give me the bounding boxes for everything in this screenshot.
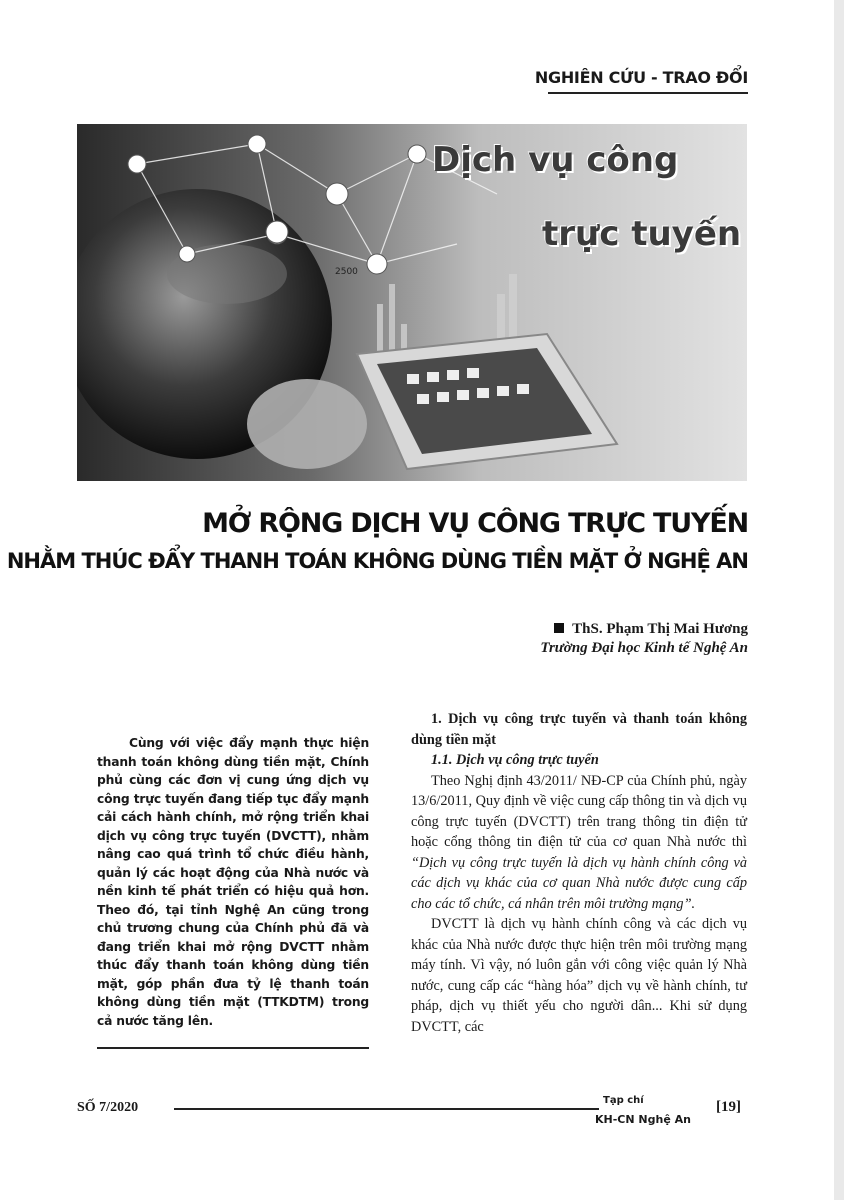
journal-label: Tạp chí xyxy=(603,1095,644,1106)
author-line xyxy=(554,621,748,638)
paragraph-1-quote: “Dịch vụ công trực tuyến là dịch vụ hành chính công và các dịch vụ khác của cơ quan Nhà nước được cung cấp cho các tổ chức, cá nhân trên môi trường mạng”. xyxy=(411,854,747,912)
article-title-line1: MỞ RỘNG DỊCH VỤ CÔNG TRỰC TUYẾN xyxy=(202,508,748,539)
author-name: ThS. Phạm Thị Mai Hương xyxy=(572,621,748,637)
footer-divider xyxy=(174,1108,599,1110)
author-affiliation: Trường Đại học Kinh tế Nghệ An xyxy=(540,640,748,656)
body-paragraph-2: DVCTT là dịch vụ hành chính công và các dịch vụ khác của Nhà nước được thực hiện trên môi trường mạng máy tính. Vì vậy, nó luôn gắn với công việc quản lý Nhà nước, cung cấp các “hàng hóa” dịch vụ về hành chính, tư pháp, dịch vụ thiết yếu cho người dân... Khi sử dụng DVCTT, các xyxy=(411,916,747,1035)
journal-name-block xyxy=(595,1094,691,1126)
hero-caption-line1: Dịch vụ công xyxy=(432,140,679,180)
hero-caption-line2: trực tuyến xyxy=(542,214,742,254)
issue-number: SỐ 7/2020 xyxy=(77,1100,139,1115)
journal-name: KH-CN Nghệ An xyxy=(595,1113,691,1126)
abstract: Cùng với việc đẩy mạnh thực hiện thanh toán không dùng tiền mặt, Chính phủ cùng các đơn vị cung ứng dịch vụ công trực tuyến đang tiếp tục đẩy mạnh cải cách hành chính, mở rộng triển khai dịch vụ công trực tuyến (DVCTT), nhằm nâng cao quá trình tổ chức điều hành, quản lý các hoạt động của Nhà nước và nền kinh tế phát triển có hiệu quả hơn. Theo đó, tại tỉnh Nghệ An cũng trong chủ trương chung của Chính phủ đã và đang triển khai mở rộng DVCTT nhằm thúc đẩy thanh toán không dùng tiền mặt, góp phần đưa tỷ lệ thanh toán không dùng tiền mặt (TTKDTM) trong cả nước tăng lên. xyxy=(97,736,369,1028)
subsection-heading: 1.1. Dịch vụ công trực tuyến xyxy=(431,752,599,768)
abstract-divider xyxy=(97,1047,369,1049)
page-edge xyxy=(834,0,844,1200)
bullet-square-icon xyxy=(554,623,564,633)
body-column xyxy=(411,709,747,1037)
section-divider xyxy=(548,92,748,94)
article-title-line2: NHẰM THÚC ĐẨY THANH TOÁN KHÔNG DÙNG TIỀN MẶT Ở NGHỆ AN xyxy=(6,549,748,573)
section-label: NGHIÊN CỨU - TRAO ĐỔI xyxy=(534,68,748,87)
paragraph-1-text: Theo Nghị định 43/2011/ NĐ-CP của Chính phủ, ngày 13/6/2011, Quy định về việc cung cấp thông tin và dịch vụ công trực tuyến (DVCTT) trên trang thông tin điện tử hoặc cổng thông tin điện tử của cơ quan Nhà nước thì xyxy=(411,772,747,850)
hero-illustration xyxy=(77,124,747,481)
body-paragraph-1 xyxy=(411,771,747,915)
hero-chart-number: 2500 xyxy=(335,267,358,277)
page-number: [19] xyxy=(716,1099,741,1115)
section-heading: 1. Dịch vụ công trực tuyến và thanh toán không dùng tiền mặt xyxy=(411,711,747,748)
